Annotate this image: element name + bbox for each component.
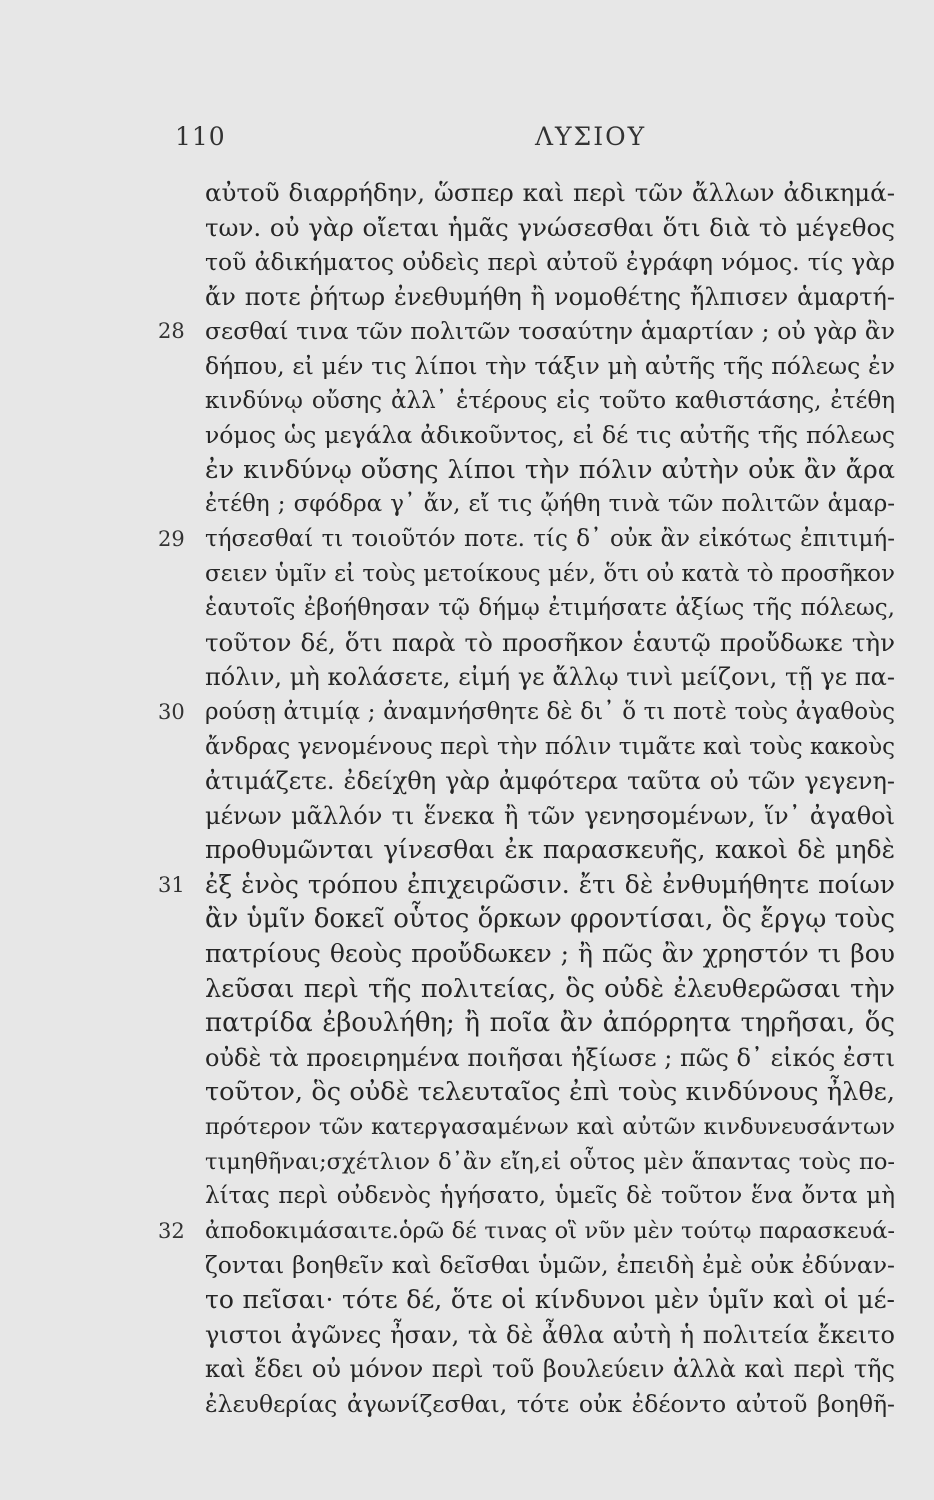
text-line: ἄν ποτε ῥήτωρ ἐνεθυμήθη ἢ νομοθέτης ἤλπισεν ἁμαρτή- <box>205 282 895 311</box>
text-line: κινδύνῳ οὔσης ἀλλ᾽ ἑτέρους εἰς τοῦτο καθιστάσης, ἐτέθη <box>205 387 895 414</box>
text-line: τοῦ ἀδικήματος οὐδεὶς περὶ αὐτοῦ ἐγράφη νόμος. τίς γὰρ <box>205 248 895 277</box>
text-line: δήπου, εἰ μέν τις λίποι τὴν τάξιν μὴ αὐτῆς τῆς πόλεως ἐν <box>205 351 895 380</box>
text-line: ἐτέθη ; σφόδρα γ᾽ ἄν, εἴ τις ᾤήθη τινὰ τῶν πολιτῶν ἁμαρ- <box>205 491 895 518</box>
text-line: πρότερον τῶν κατεργασαμένων καὶ αὐτῶν κινδυνευσάντων <box>205 1114 895 1141</box>
text-line: οὐδὲ τὰ προειρημένα ποιῆσαι ἠξίωσε ; πῶς δ᾽ εἰκός ἐστι <box>205 1043 895 1072</box>
text-line: γιστοι ἀγῶνες ἦσαν, τὰ δὲ ἆθλα αὐτὴ ἡ πολιτεία ἔκειτο <box>205 1320 895 1349</box>
body-text <box>158 176 895 1421</box>
text-line: ἐλευθερίας ἀγωνίζεσθαι, τότε οὐκ ἐδέοντο αὐτοῦ βοηθῆ- <box>205 1389 895 1418</box>
text-line: τοῦτον δέ, ὅτι παρὰ τὸ προσῆκον ἑαυτῷ προὔδωκε τὴν <box>205 627 895 657</box>
text-line: 28 σεσθαί τινα τῶν πολιτῶν τοσαύτην ἁμαρτίαν ; οὐ γὰρ ἂν <box>205 314 895 349</box>
section-number: 29 <box>158 526 185 551</box>
text-line: πόλιν, μὴ κολάσετε, εἰμή γε ἄλλῳ τινὶ μείζονι, τῇ γε πα- <box>205 663 895 692</box>
text-line: το πεῖσαι· τότε δέ, ὅτε οἱ κίνδυνοι μὲν ὑμῖν καὶ οἱ μέ- <box>205 1285 895 1314</box>
text-line: πατρίδα ἐβουλήθη; ἢ ποῖα ἂν ἀπόρρητα τηρῆσαι, ὅς <box>205 1008 895 1039</box>
section-number: 31 <box>158 872 185 897</box>
text-line: αὐτοῦ διαρρήδην, ὥσπερ καὶ περὶ τῶν ἄλλων ἀδικημά- <box>205 178 895 207</box>
text-line: ἄνδρας γενομένους περὶ τὴν πόλιν τιμᾶτε καὶ τοὺς κακοὺς <box>205 733 895 760</box>
text-line: λίτας περὶ οὐδενὸς ἡγήσατο, ὑμεῖς δὲ τοῦτον ἕνα ὄντα μὴ <box>205 1183 895 1210</box>
text-line: καὶ ἔδει οὐ μόνον περὶ τοῦ βουλεύειν ἀλλὰ καὶ περὶ τῆς <box>205 1355 895 1384</box>
text-line: λεῦσαι περὶ τῆς πολιτείας, ὃς οὐδὲ ἐλευθερῶσαι τὴν <box>205 973 895 1004</box>
text-line: ἐν κινδύνῳ οὔσης λίποι τὴν πόλιν αὐτὴν οὐκ ἂν ἄρα <box>205 454 895 485</box>
text-line: τοῦτον, ὃς οὐδὲ τελευταῖος ἐπὶ τοὺς κινδύνους ἦλθε, <box>205 1077 895 1108</box>
text-line: πατρίους θεοὺς προὔδωκεν ; ἢ πῶς ἂν χρηστόν τι βου <box>205 939 895 969</box>
text-line: 30 ρούσῃ ἀτιμίᾳ ; ἀναμνήσθητε δὲ δι᾽ ὅ τι ποτὲ τοὺς ἀγαθοὺς <box>205 695 895 730</box>
text-line: των. οὐ γὰρ οἴεται ἡμᾶς γνώσεσθαι ὅτι διὰ τὸ μέγεθος <box>205 212 895 242</box>
section-number: 28 <box>158 319 185 344</box>
page-number: 110 <box>175 122 226 151</box>
text-line: ἑαυτοῖς ἐβοήθησαν τῷ δήμῳ ἐτιμήσατε ἀξίως τῆς πόλεως, <box>205 595 895 622</box>
text-line: 29 τήσεσθαί τι τοιοῦτόν ποτε. τίς δ᾽ οὐκ ἂν εἰκότως ἐπιτιμή- <box>205 522 895 557</box>
running-head: ΛΥΣΙΟΥ <box>535 122 647 151</box>
text-line: σειεν ὑμῖν εἰ τοὺς μετοίκους μέν, ὅτι οὐ κατὰ τὸ προσῆκον <box>205 560 895 587</box>
text-line: ζονται βοηθεῖν καὶ δεῖσθαι ὑμῶν, ἐπειδὴ ἐμὲ οὐκ ἐδύναν- <box>205 1251 895 1280</box>
text-line: 31 ἐξ ἑνὸς τρόπου ἐπιχειρῶσιν. ἔτι δὲ ἐνθυμήθητε ποίων <box>205 868 895 903</box>
text-line: νόμος ὡς μεγάλα ἀδικοῦντος, εἰ δέ τις αὐτῆς τῆς πόλεως <box>205 421 895 450</box>
text-line: 32 ἀποδοκιμάσαιτε.ὁρῶ δέ τινας οἳ νῦν μὲν τούτῳ παρασκευά- <box>205 1214 895 1249</box>
text-line: μένων μᾶλλόν τι ἕνεκα ἢ τῶν γενησομένων, ἵν᾽ ἀγαθοὶ <box>205 801 895 830</box>
text-line: τιμηθῆναι;σχέτλιον δ᾽ἂν εἴη,εἰ οὗτος μὲν ἅπαντας τοὺς πο- <box>205 1148 895 1175</box>
section-number: 30 <box>158 699 185 724</box>
text-line: ἂν ὑμῖν δοκεῖ οὗτος ὅρκων φροντίσαι, ὃς ἔργῳ τοὺς <box>205 904 895 935</box>
text-line: προθυμῶνται γίνεσθαι ἐκ παρασκευῆς, κακοὶ δὲ μηδὲ <box>205 835 895 865</box>
text-line: ἀτιμάζετε. ἐδείχθη γὰρ ἀμφότερα ταῦτα οὐ τῶν γεγενη- <box>205 767 895 796</box>
section-number: 32 <box>158 1218 185 1243</box>
